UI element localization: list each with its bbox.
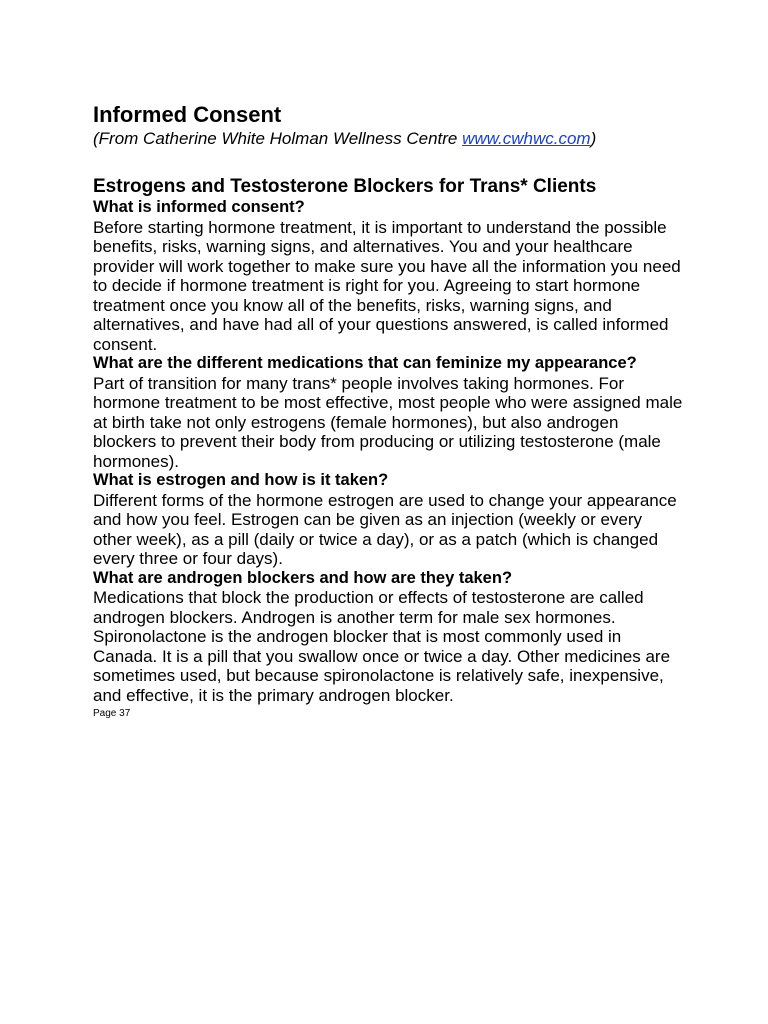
section-heading: What is informed consent?	[93, 198, 305, 216]
page-number: Page 37	[93, 708, 131, 719]
section-informed-consent	[93, 198, 683, 354]
section-body: Medications that block the production or effects of testosterone are called androgen blockers. Androgen is another term for male sex hormones. Spironolactone is the androgen blocker that is most commonly used in Canada. It is a pill that you swallow once or twice a day. Other medicines are sometimes used, but because spironolactone is relatively safe, inexpensive, and effective, it is the primary androgen blocker.	[93, 588, 671, 705]
section-heading: What are the different medications that can feminize my appearance?	[93, 354, 637, 372]
source-suffix: )	[590, 129, 597, 148]
section-body: Different forms of the hormone estrogen are used to change your appearance and how you feel. Estrogen can be given as an injection (weekly or every other week), as a pill (daily or twice a day), or as a patch (which is changed every three or four days).	[93, 490, 677, 568]
document-subtitle: Estrogens and Testosterone Blockers for Trans* Clients	[93, 176, 597, 197]
document-title: Informed Consent	[93, 102, 282, 127]
section-feminizing-medications	[93, 354, 683, 471]
source-prefix: (From Catherine White Holman Wellness Centre	[93, 129, 463, 148]
source-line	[93, 128, 683, 150]
section-body: Before starting hormone treatment, it is important to understand the possible benefits, risks, warning signs, and alternatives. You and your healthcare provider will work together to make sure you have all the information you need to decide if hormone treatment is right for you. Agreeing to start hormone treatment once you know all of the benefits, risks, warning signs, and alternatives, and have had all of your questions answered, is called informed consent.	[93, 217, 681, 354]
section-estrogen	[93, 471, 683, 569]
source-link[interactable]: www.cwhwc.com	[462, 129, 591, 148]
document-page	[93, 102, 683, 721]
section-heading: What are androgen blockers and how are they taken?	[93, 568, 513, 587]
section-androgen-blockers	[93, 569, 683, 706]
section-body: Part of transition for many trans* people involves taking hormones. For hormone treatment to be most effective, most people who were assigned male at birth take not only estrogens (female hormones), but also androgen blockers to prevent their body from producing or utilizing testosterone (male hormones).	[93, 373, 683, 471]
section-heading: What is estrogen and how is it taken?	[93, 471, 389, 489]
